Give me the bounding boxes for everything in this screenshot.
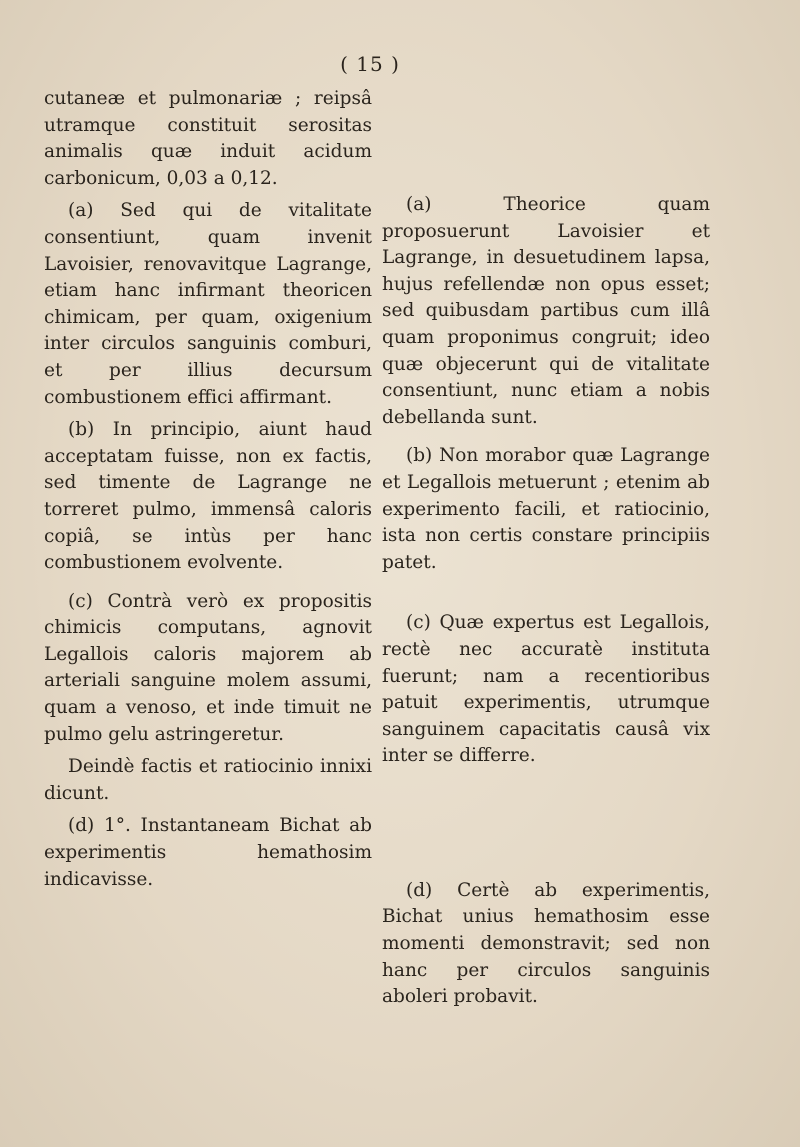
left-column: [44, 86, 372, 893]
page-number: ( 15 ): [340, 52, 400, 76]
left-deinde: Deindè factis et ratiocinio innixi dicunt.: [44, 756, 372, 804]
right-note-d: (d) Certè ab experimentis, Bichat unius hemathosim esse momenti demonstravit; sed non hanc per circulos sanguinis aboleri probavit.: [382, 879, 710, 1008]
left-note-b: (b) In principio, aiunt haud acceptatam fuisse, non ex factis, sed timente de Lagrange ne torreret pulmo, immensâ caloris copiâ, se intùs per hanc combustionem evolvente.: [44, 419, 372, 574]
left-note-a: (a) Sed qui de vitalitate consentiunt, quam invenit Lavoisier, renovavitque Lagrange, etiam hanc infirmant theoricen chimicam, per quam, oxigenium inter circulos sanguinis comburi, et per illius decursum combustionem effici affirmant.: [44, 200, 372, 408]
right-column: [382, 86, 710, 1011]
right-note-c: (c) Quæ expertus est Legallois, rectè nec accuratè instituta fuerunt; nam a recentioribus patuit experimentis, utrumque sanguinem capacitatis causâ vix inter se differre.: [382, 612, 710, 767]
right-note-a: (a) Theorice quam proposuerunt Lavoisier et Lagrange, in desuetudinem lapsa, hujus refellendæ non opus esset; sed quibusdam partibus cum illâ quam proponimus congruit; ideo quæ objecerunt qui de vitalitate consentiunt, nunc etiam a nobis debellanda sunt.: [382, 194, 710, 428]
left-continuation: cutaneæ et pulmonariæ ; reipsâ utramque constituit serositas animalis quæ induit acidum carbonicum, 0,03 a 0,12.: [44, 88, 372, 189]
left-note-d: (d) 1°. Instantaneam Bichat ab experimentis hemathosim indicavisse.: [44, 815, 372, 890]
right-note-b: (b) Non morabor quæ Lagrange et Legallois metuerunt ; etenim ab experimento facili, et ratiocinio, ista non certis constare principiis patet.: [382, 445, 710, 573]
left-note-c: (c) Contrà verò ex propositis chimicis computans, agnovit Legallois caloris majorem ab arteriali sanguine molem assumi, quam a venoso, et inde timuit ne pulmo gelu astringeretur.: [44, 590, 372, 745]
